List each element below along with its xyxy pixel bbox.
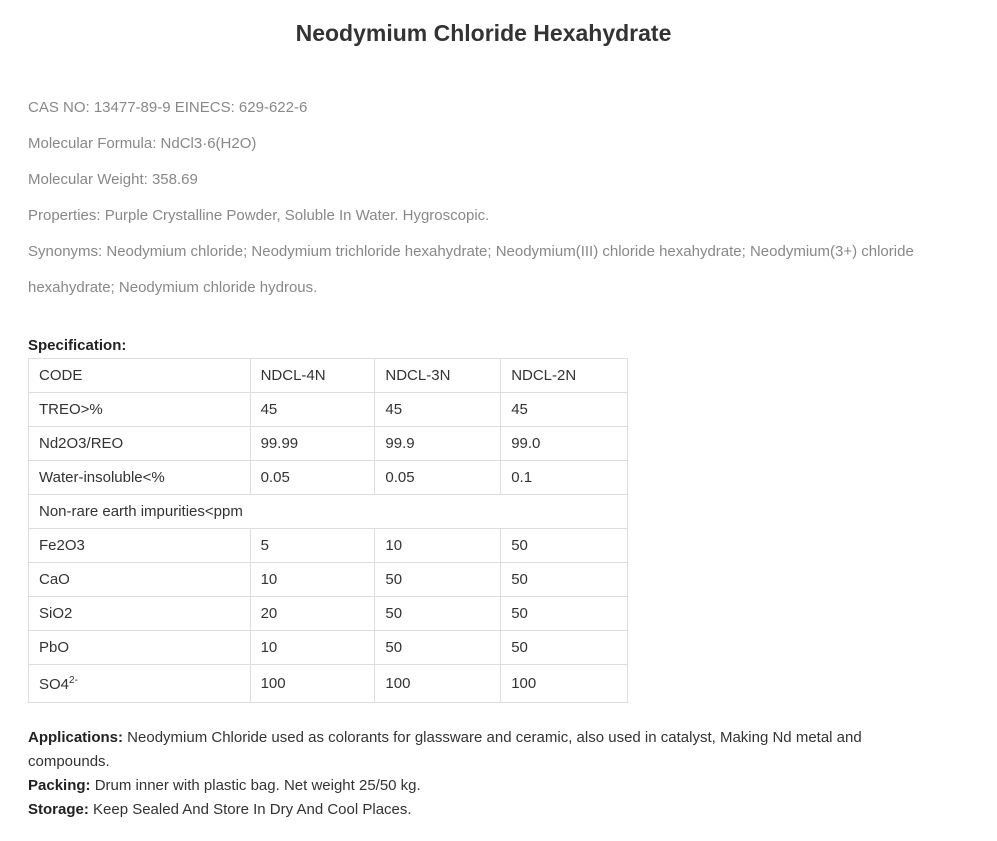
table-cell: [29, 665, 251, 703]
table-section-row: [29, 495, 628, 529]
table-cell: Water-insoluble<%: [29, 461, 251, 495]
table-cell: 99.0: [501, 427, 628, 461]
table-cell: 10: [250, 563, 375, 597]
table-cell: 45: [375, 393, 501, 427]
cas-number: CAS NO: 13477-89-9 EINECS: 629-622-6: [28, 99, 308, 116]
table-row: [29, 597, 628, 631]
table-row: [29, 665, 628, 703]
page-title: Neodymium Chloride Hexahydrate: [295, 20, 672, 46]
packing-label: Packing:: [28, 777, 91, 794]
table-cell: 50: [501, 631, 628, 665]
table-cell: NDCL-2N: [501, 359, 628, 393]
molecular-weight: Molecular Weight: 358.69: [28, 171, 198, 188]
impurities-section-label: Non-rare earth impurities<ppm: [29, 495, 628, 529]
table-cell: 100: [501, 665, 628, 703]
applications-label: Applications:: [28, 729, 124, 746]
table-row: [29, 461, 628, 495]
table-row: [29, 631, 628, 665]
sulfate-charge: 2-: [69, 674, 78, 686]
table-cell: 50: [501, 597, 628, 631]
storage-text: Keep Sealed And Store In Dry And Cool Places.: [88, 801, 412, 818]
table-cell: 50: [501, 563, 628, 597]
table-row: [29, 427, 628, 461]
table-cell: 0.1: [501, 461, 628, 495]
packing: [28, 774, 888, 798]
table-cell: 50: [501, 529, 628, 563]
table-cell: Fe2O3: [29, 529, 251, 563]
table-row: [29, 563, 628, 597]
table-row: [29, 529, 628, 563]
product-properties: [28, 90, 958, 306]
table-cell: 10: [250, 631, 375, 665]
table-cell: 99.99: [250, 427, 375, 461]
table-cell: 50: [375, 597, 501, 631]
applications-text: Neodymium Chloride used as colorants for glassware and ceramic, also used in catalyst, Making Nd metal and compounds.: [28, 729, 862, 770]
molecular-formula: Molecular Formula: NdCl3·6(H2O): [28, 135, 257, 152]
table-cell: TREO>%: [29, 393, 251, 427]
table-cell: 99.9: [375, 427, 501, 461]
table-cell: 45: [501, 393, 628, 427]
table-cell: 50: [375, 563, 501, 597]
specification-heading: Specification:: [28, 337, 127, 354]
table-cell: NDCL-3N: [375, 359, 501, 393]
table-row: [29, 393, 628, 427]
storage: [28, 798, 888, 822]
packing-text: Drum inner with plastic bag. Net weight 25/50 kg.: [90, 777, 421, 794]
applications: [28, 726, 888, 774]
table-cell: SiO2: [29, 597, 251, 631]
physical-properties: Properties: Purple Crystalline Powder, Soluble In Water. Hygroscopic.: [28, 207, 490, 224]
table-cell: 0.05: [250, 461, 375, 495]
product-notes: [28, 726, 888, 822]
table-cell: 5: [250, 529, 375, 563]
table-header-row: [29, 359, 628, 393]
table-cell: 20: [250, 597, 375, 631]
specification-table: [28, 358, 628, 703]
table-cell: 50: [375, 631, 501, 665]
synonyms: Synonyms: Neodymium chloride; Neodymium trichloride hexahydrate; Neodymium(III) chloride hexahydrate; Neodymium(3+) chloride hexahydrate; Neodymium chloride hydrous.: [28, 243, 914, 296]
table-cell: PbO: [29, 631, 251, 665]
table-cell: 100: [250, 665, 375, 703]
table-cell: NDCL-4N: [250, 359, 375, 393]
table-cell: 100: [375, 665, 501, 703]
table-cell: 0.05: [375, 461, 501, 495]
storage-label: Storage:: [28, 801, 89, 818]
table-cell: 45: [250, 393, 375, 427]
table-cell: CODE: [29, 359, 251, 393]
table-cell: 10: [375, 529, 501, 563]
table-cell: Nd2O3/REO: [29, 427, 251, 461]
sulfate-formula: SO4: [39, 675, 70, 693]
table-cell: CaO: [29, 563, 251, 597]
